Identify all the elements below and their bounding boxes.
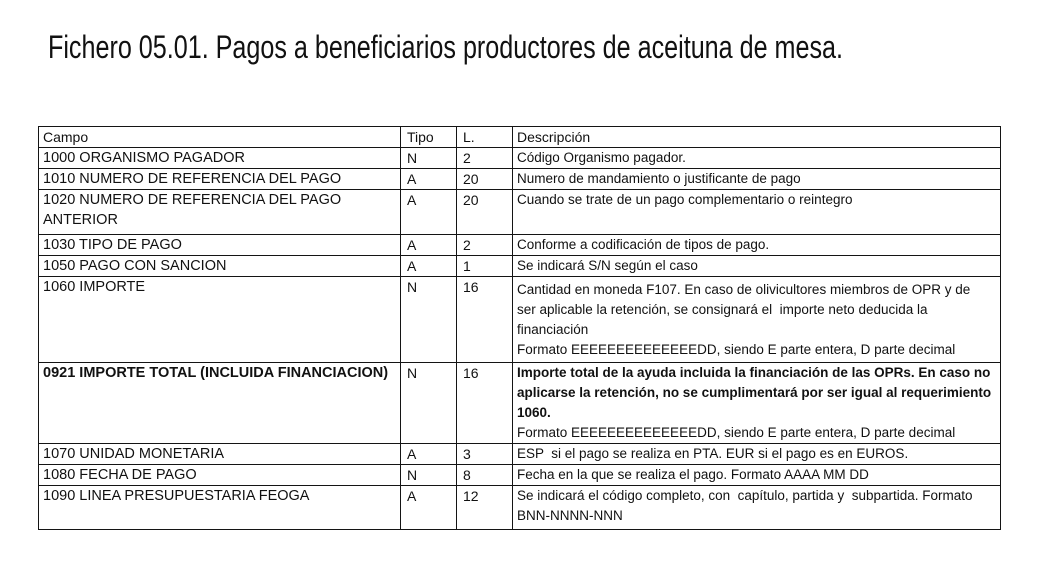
campo-text: 1060 IMPORTE — [43, 279, 146, 295]
campo-cell — [39, 363, 401, 444]
campo-cell — [39, 465, 401, 486]
descripcion-cell — [513, 256, 1001, 277]
tipo-cell: A — [401, 256, 457, 277]
table-row — [39, 169, 1001, 190]
campo-text: 1080 FECHA DE PAGO — [43, 467, 197, 483]
descripcion-line: ser aplicable la retención, se consignará el importe neto deducida la — [517, 302, 928, 317]
descripcion-line: financiación — [517, 322, 589, 337]
campo-cell — [39, 486, 401, 530]
campo-cell — [39, 169, 401, 190]
descripcion-line: 1060. — [517, 405, 551, 420]
table-row — [39, 465, 1001, 486]
longitud-cell: 20 — [457, 190, 513, 235]
descripcion-line: Importe total de la ayuda incluida la financiación de las OPRs. En caso no — [517, 365, 991, 380]
header-descripcion: Descripción — [513, 127, 1001, 148]
tipo-cell: A — [401, 235, 457, 256]
descripcion-line: Cuando se trate de un pago complementario o reintegro — [517, 192, 853, 207]
descripcion-line: ESP si el pago se realiza en PTA. EUR si el pago es en EUROS. — [517, 446, 909, 461]
table-row — [39, 444, 1001, 465]
descripcion-cell — [513, 444, 1001, 465]
table-row — [39, 190, 1001, 235]
descripcion-cell — [513, 235, 1001, 256]
descripcion-line: Cantidad en moneda F107. En caso de olivicultores miembros de OPR y de — [517, 282, 971, 297]
campo-cell — [39, 190, 401, 235]
document-title-text: Fichero 05.01. Pagos a beneficiarios productores de aceituna de mesa. — [48, 29, 843, 65]
campo-cell — [39, 277, 401, 363]
campo-text: 0921 IMPORTE TOTAL (INCLUIDA FINANCIACION) — [43, 365, 389, 381]
descripcion-cell — [513, 277, 1001, 363]
longitud-cell: 3 — [457, 444, 513, 465]
descripcion-line: Se indicará el código completo, con capítulo, partida y subpartida. Formato — [517, 488, 973, 503]
header-campo: Campo — [39, 127, 401, 148]
longitud-cell: 2 — [457, 148, 513, 169]
longitud-cell: 16 — [457, 363, 513, 444]
table-row — [39, 235, 1001, 256]
descripcion-cell — [513, 363, 1001, 444]
descripcion-line: Formato EEEEEEEEEEEEEEDD, siendo E parte entera, D parte decimal — [517, 425, 956, 440]
tipo-cell: A — [401, 169, 457, 190]
campo-text: 1010 NUMERO DE REFERENCIA DEL PAGO — [43, 171, 342, 187]
tipo-cell: N — [401, 465, 457, 486]
longitud-cell: 2 — [457, 235, 513, 256]
campo-cell — [39, 444, 401, 465]
table-row — [39, 363, 1001, 444]
tipo-cell: N — [401, 277, 457, 363]
table-row — [39, 277, 1001, 363]
campo-cell — [39, 235, 401, 256]
table-header-row — [39, 127, 1001, 148]
descripcion-line: Numero de mandamiento o justificante de pago — [517, 171, 801, 186]
descripcion-line: Código Organismo pagador. — [517, 150, 686, 165]
table-row — [39, 256, 1001, 277]
descripcion-line: Fecha en la que se realiza el pago. Formato AAAA MM DD — [517, 467, 869, 482]
longitud-cell: 20 — [457, 169, 513, 190]
campo-text: 1030 TIPO DE PAGO — [43, 237, 182, 253]
campo-text: ANTERIOR — [43, 212, 118, 228]
campo-text: 1000 ORGANISMO PAGADOR — [43, 150, 245, 166]
campo-cell — [39, 148, 401, 169]
tipo-cell: N — [401, 363, 457, 444]
campo-cell — [39, 256, 401, 277]
descripcion-cell — [513, 486, 1001, 530]
descripcion-line: Conforme a codificación de tipos de pago. — [517, 237, 770, 252]
campo-text: 1020 NUMERO DE REFERENCIA DEL PAGO — [43, 192, 342, 208]
descripcion-line: BNN-NNNN-NNN — [517, 508, 623, 523]
longitud-cell: 8 — [457, 465, 513, 486]
table-row — [39, 148, 1001, 169]
tipo-cell: A — [401, 444, 457, 465]
header-longitud: L. — [457, 127, 513, 148]
descripcion-cell — [513, 169, 1001, 190]
campo-text: 1050 PAGO CON SANCION — [43, 258, 227, 274]
header-tipo: Tipo — [401, 127, 457, 148]
descripcion-line: Formato EEEEEEEEEEEEEEDD, siendo E parte entera, D parte decimal — [517, 342, 956, 357]
tipo-cell: A — [401, 486, 457, 530]
descripcion-cell — [513, 190, 1001, 235]
descripcion-line: aplicarse la retención, no se cumplimentará por ser igual al requerimiento — [517, 385, 992, 400]
table-row — [39, 486, 1001, 530]
tipo-cell: N — [401, 148, 457, 169]
longitud-cell: 1 — [457, 256, 513, 277]
tipo-cell: A — [401, 190, 457, 235]
campo-text: 1070 UNIDAD MONETARIA — [43, 446, 225, 462]
document-title — [48, 26, 858, 70]
fields-table — [38, 126, 1001, 530]
longitud-cell: 16 — [457, 277, 513, 363]
descripcion-cell — [513, 465, 1001, 486]
longitud-cell: 12 — [457, 486, 513, 530]
descripcion-line: Se indicará S/N según el caso — [517, 258, 698, 273]
descripcion-cell — [513, 148, 1001, 169]
campo-text: 1090 LINEA PRESUPUESTARIA FEOGA — [43, 488, 310, 504]
